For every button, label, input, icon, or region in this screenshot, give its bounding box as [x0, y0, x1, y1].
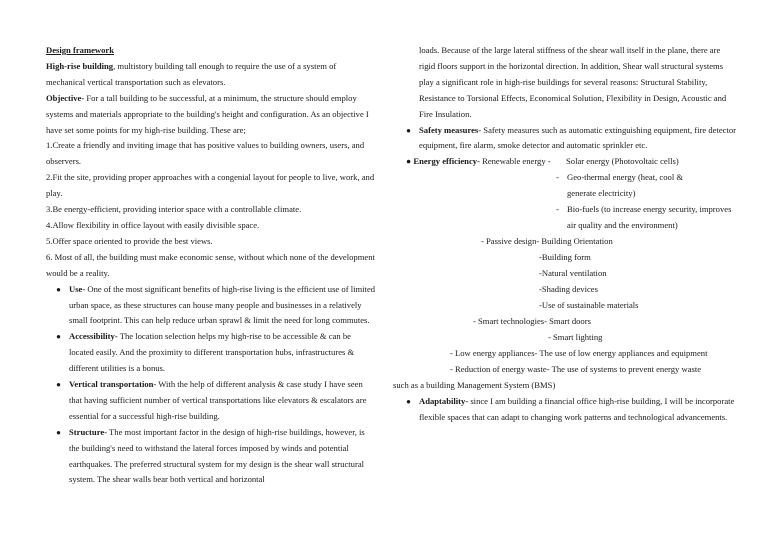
- bullet-dot-icon: ●: [56, 427, 61, 437]
- renewable-item: Bio-fuels (to increase energy security, improves air quality and the environment): [567, 204, 732, 231]
- bullet-use: ● Use- One of the most significant benefits of high-rise living is the efficient use of limited urban space, as these structures can house many people and businesses in a relatively small footprint. This can help reduce urban sprawl & limit the need for long commutes.: [46, 282, 376, 330]
- bullet-structure: ● Structure- The most important factor in the design of high-rise buildings, however, is the building's need to withstand the lateral forces imposed by winds and potential earthquakes. The preferred structural system for my design is the shear wall structural system. The shear walls bear both vertical and horizontal: [46, 425, 376, 489]
- bullet-dot-icon: ●: [56, 380, 61, 390]
- waste-line-cont: such as a building Management System (BMS): [393, 380, 556, 391]
- passive-design-block: - Passive design- Building Orientation -Building form -Natural ventilation -Shading devices -Use of sustainable materials: [481, 236, 639, 311]
- bullet-safety: ● Safety measures- Safety measures such as automatic extinguishing equipment, fire detector equipment, fire alarm, smoke detector and automatic sprinkler etc.: [396, 123, 736, 155]
- objective-point: 3.Be energy-efficient, providing interior space with a controllable climate.: [46, 204, 302, 215]
- structure-continued: loads. Because of the large lateral stiffness of the shear wall itself in the plane, there are rigid floors support in the horizontal direction. In addition, Shear wall structural systems play a significant role in high-rise buildings for several reasons: Structural Stability, Resistance to Torsional Effects, Economical Solution, Flexibility in Design, Acoustic and Fire Insulation.: [419, 45, 727, 119]
- bullet-dot-icon: ●: [56, 332, 61, 342]
- renewable-item: Geo-thermal energy (heat, cool & generate electricity): [567, 172, 684, 199]
- high-rise-definition: High-rise building, multistory building tall enough to require the use of a system of mechanical vertical transportation such as elevators.: [46, 60, 337, 87]
- energy-efficiency-block: ● Energy efficiency- Renewable energy - Solar energy (Photovoltaic cells) - Geo-thermal energy (heat, cool & generate electricity) - Bio-fuels (to increase energy security, improves air quality and the environment): [396, 154, 736, 234]
- bullet-dot-icon: ●: [406, 397, 411, 407]
- low-energy-line: - Low energy appliances- The use of low energy appliances and equipment: [450, 348, 708, 359]
- objective-point: 1.Create a friendly and inviting image that has positive values to building owners, users, and observers.: [46, 140, 365, 167]
- left-column: [46, 43, 376, 488]
- section-title: Design framework: [46, 45, 115, 55]
- objective-paragraph: Objective- For a tall building to be successful, at a minimum, the structure should employ systems and materials appropriate to the building's height and configuration. As an objective I have set some points for my high-rise building. These are;: [46, 92, 369, 135]
- objective-point: 5.Offer space oriented to provide the best views.: [46, 235, 213, 246]
- bullet-dot-icon: ●: [406, 156, 412, 167]
- bullet-dot-icon: ●: [406, 125, 411, 135]
- renewable-item: Solar energy (Photovoltaic cells): [566, 156, 679, 167]
- bullet-accessibility: ● Accessibility- The location selection helps my high-rise to be accessible & can be located easily. And the proximity to different transportation hubs, infrastructures & different utilities is a bonus.: [46, 329, 376, 377]
- objective-point: 6. Most of all, the building must make economic sense, without which none of the development would be a reality.: [46, 251, 375, 278]
- bullet-vertical-transportation: ● Vertical transportation- With the help of different analysis & case study I have seen that having sufficient number of vertical transportations like elevators & escalators are essential for a successful high-rise building.: [46, 377, 376, 425]
- waste-line: - Reduction of energy waste- The use of systems to prevent energy waste: [450, 364, 702, 375]
- right-column: [393, 43, 737, 426]
- bullet-dot-icon: ●: [56, 284, 61, 294]
- objective-point: 2.Fit the site, providing proper approaches with a congenial layout for people to live, work, and play.: [46, 172, 375, 199]
- objective-point: 4.Allow flexibility in office layout with easily divisible space.: [46, 219, 260, 230]
- smart-tech-block: - Smart technologies- Smart doors - Smart lighting: [473, 316, 603, 343]
- bullet-adaptability: ● Adaptability- since I am building a financial office high-rise building, I will be incorporate flexible spaces that can adapt to changing work patterns and technological advancements.: [396, 394, 736, 426]
